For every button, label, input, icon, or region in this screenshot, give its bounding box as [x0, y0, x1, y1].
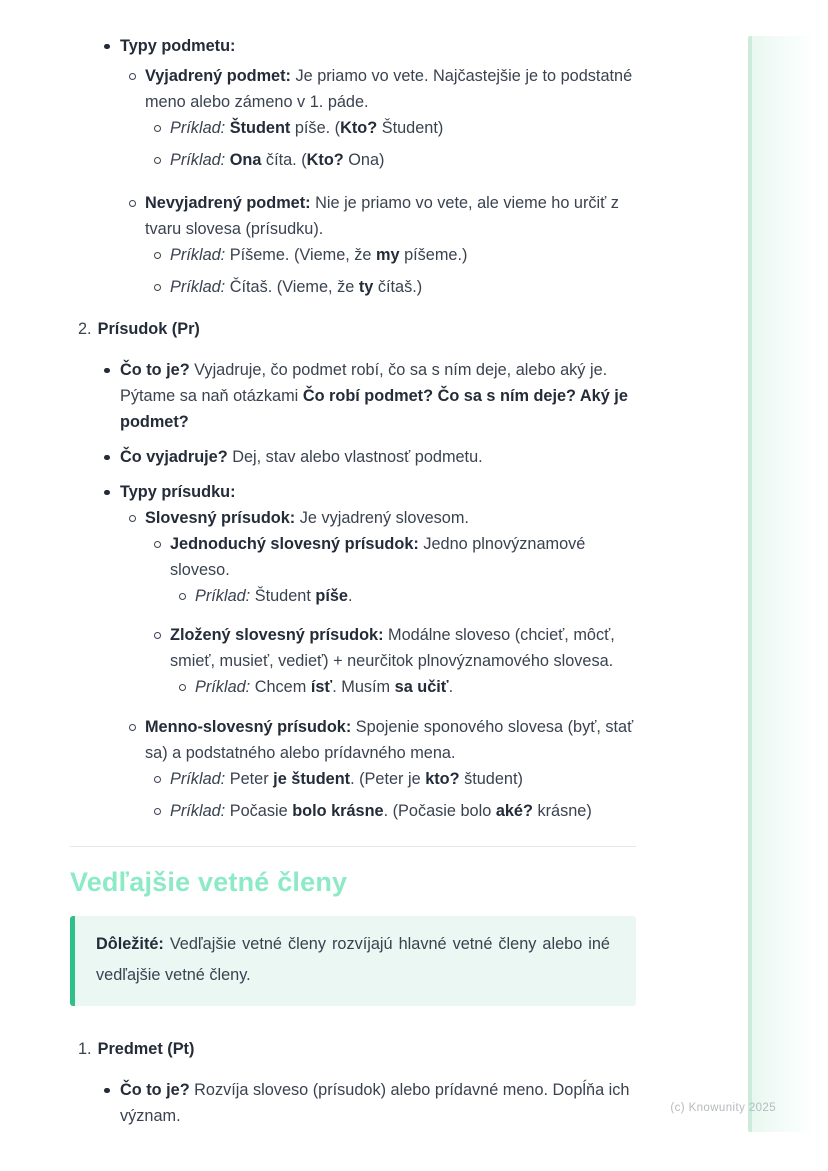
heading-number: 1.	[78, 1040, 92, 1058]
list-item	[70, 1077, 636, 1129]
circle-bullet-icon	[179, 593, 186, 600]
text-segment: Študent)	[377, 119, 444, 137]
list-item	[70, 63, 636, 115]
text-segment: Kto?	[340, 119, 378, 137]
list-item	[70, 479, 636, 505]
text-segment: Nie je priamo vo vete, ale vieme ho určiť z tvaru slovesa (prísudku).	[145, 194, 619, 238]
text-segment: Vyjadrený podmet:	[145, 67, 296, 85]
list-item	[70, 274, 636, 300]
text-segment: ísť	[310, 678, 333, 696]
text-segment: Príklad:	[170, 802, 226, 820]
text-segment: Ona)	[343, 151, 385, 169]
text-segment: Vedľajšie vetné členy rozvíjajú hlavné vetné členy alebo iné vedľajšie vetné členy.	[96, 935, 610, 984]
list-item	[70, 622, 636, 674]
text-segment: Čítaš. (Vieme, že	[225, 278, 359, 296]
text-segment: kto?	[425, 770, 460, 788]
bullet-icon	[104, 368, 110, 374]
list-item	[70, 147, 636, 173]
numbered-heading	[70, 316, 636, 342]
circle-bullet-icon	[154, 776, 161, 783]
text-segment: Príklad:	[195, 587, 251, 605]
circle-bullet-icon	[154, 541, 161, 548]
text-segment: Typy prísudku:	[120, 483, 236, 501]
list-item	[70, 242, 636, 268]
text-segment: sa učiť	[394, 678, 449, 696]
text-segment: študent)	[459, 770, 523, 788]
list-item	[70, 583, 636, 609]
text-segment: Ona	[229, 151, 262, 169]
text-segment: ty	[358, 278, 374, 296]
text-segment: Čo vyjadruje?	[120, 448, 233, 466]
bullet-icon	[104, 490, 110, 496]
text-segment: je študent	[273, 770, 351, 788]
text-segment: Typy podmetu:	[120, 37, 236, 55]
circle-bullet-icon	[154, 632, 161, 639]
text-segment: . Musím	[332, 678, 395, 696]
text-segment: píše. (	[290, 119, 341, 137]
text-segment: Dej, stav alebo vlastnosť podmetu.	[232, 448, 483, 466]
circle-bullet-icon	[154, 252, 161, 259]
text-segment: Vedľajšie vetné členy	[70, 867, 348, 897]
text-segment: Príklad:	[170, 770, 226, 788]
text-segment: Chcem	[250, 678, 311, 696]
text-segment: my	[376, 246, 400, 264]
text-segment: Jedno plnovýznamové sloveso.	[170, 535, 586, 579]
text-segment: Spojenie sponového slovesa (byť, stať sa) a podstatného alebo prídavného mena.	[145, 718, 634, 762]
section-divider	[70, 846, 636, 847]
text-segment: .	[347, 587, 353, 605]
circle-bullet-icon	[129, 515, 136, 522]
list-item	[70, 357, 636, 435]
text-segment: Jednoduchý slovesný prísudok:	[170, 535, 424, 553]
bullet-icon	[104, 1088, 110, 1094]
page-edge-strip	[748, 36, 812, 1132]
footer-watermark: (c) Knowunity 2025	[670, 1102, 776, 1114]
list-item	[70, 674, 636, 700]
text-segment: Študent	[229, 119, 291, 137]
section-heading	[70, 864, 636, 900]
circle-bullet-icon	[129, 200, 136, 207]
text-segment: píšeme.)	[399, 246, 468, 264]
bullet-icon	[104, 44, 110, 50]
text-segment: Príklad:	[170, 246, 226, 264]
text-segment: Príklad:	[195, 678, 251, 696]
text-segment: Nevyjadrený podmet:	[145, 194, 316, 212]
text-segment: píše	[315, 587, 348, 605]
circle-bullet-icon	[129, 73, 136, 80]
text-segment: krásne)	[532, 802, 592, 820]
text-segment: aké?	[495, 802, 533, 820]
callout-box	[70, 916, 636, 1006]
text-segment: Kto?	[306, 151, 344, 169]
text-segment: Peter	[225, 770, 274, 788]
text-segment: číta. (	[261, 151, 307, 169]
list-item	[70, 798, 636, 824]
text-segment: Menno-slovesný prísudok:	[145, 718, 356, 736]
text-segment: Študent	[250, 587, 316, 605]
list-item	[70, 115, 636, 141]
text-segment: Čo robí podmet? Čo sa s ním deje? Aký je podmet?	[120, 387, 628, 431]
document-content	[70, 33, 636, 1129]
text-segment: Predmet (Pt)	[97, 1040, 195, 1058]
text-segment: Slovesný prísudok:	[145, 509, 300, 527]
list-item	[70, 190, 636, 242]
text-segment: čítaš.)	[373, 278, 423, 296]
circle-bullet-icon	[154, 125, 161, 132]
text-segment: Rozvíja sloveso (prísudok) alebo prídavné meno. Dopĺňa ich význam.	[120, 1081, 630, 1125]
text-segment: Príklad:	[170, 278, 226, 296]
text-segment: Príklad:	[170, 151, 226, 169]
list-item	[70, 714, 636, 766]
list-item	[70, 444, 636, 470]
circle-bullet-icon	[129, 724, 136, 731]
list-item	[70, 531, 636, 583]
circle-bullet-icon	[154, 808, 161, 815]
text-segment: Počasie	[225, 802, 293, 820]
numbered-heading	[70, 1036, 636, 1062]
list-item	[70, 766, 636, 792]
circle-bullet-icon	[154, 284, 161, 291]
text-segment: .	[448, 678, 454, 696]
heading-number: 2.	[78, 320, 92, 338]
text-segment: Čo to je?	[120, 1081, 195, 1099]
text-segment: Príklad:	[170, 119, 226, 137]
bullet-icon	[104, 455, 110, 461]
circle-bullet-icon	[179, 684, 186, 691]
text-segment: Píšeme. (Vieme, že	[225, 246, 377, 264]
text-segment: bolo krásne	[292, 802, 384, 820]
list-item	[70, 505, 636, 531]
text-segment: Vyjadruje, čo podmet robí, čo sa s ním deje, alebo aký je. Pýtame sa naň otázkami	[120, 361, 608, 405]
text-segment: Dôležité:	[96, 935, 170, 953]
text-segment: Čo to je?	[120, 361, 195, 379]
list-item	[70, 33, 636, 59]
text-segment: Je vyjadrený slovesom.	[299, 509, 469, 527]
text-segment: Zložený slovesný prísudok:	[170, 626, 389, 644]
circle-bullet-icon	[154, 157, 161, 164]
text-segment: Je priamo vo vete. Najčastejšie je to podstatné meno alebo zámeno v 1. páde.	[145, 67, 633, 111]
text-segment: Prísudok (Pr)	[97, 320, 200, 338]
text-segment: Modálne sloveso (chcieť, môcť, smieť, musieť, vedieť) + neurčitok plnovýznamového slovesa.	[170, 626, 615, 670]
text-segment: . (Peter je	[350, 770, 426, 788]
text-segment: . (Počasie bolo	[383, 802, 496, 820]
